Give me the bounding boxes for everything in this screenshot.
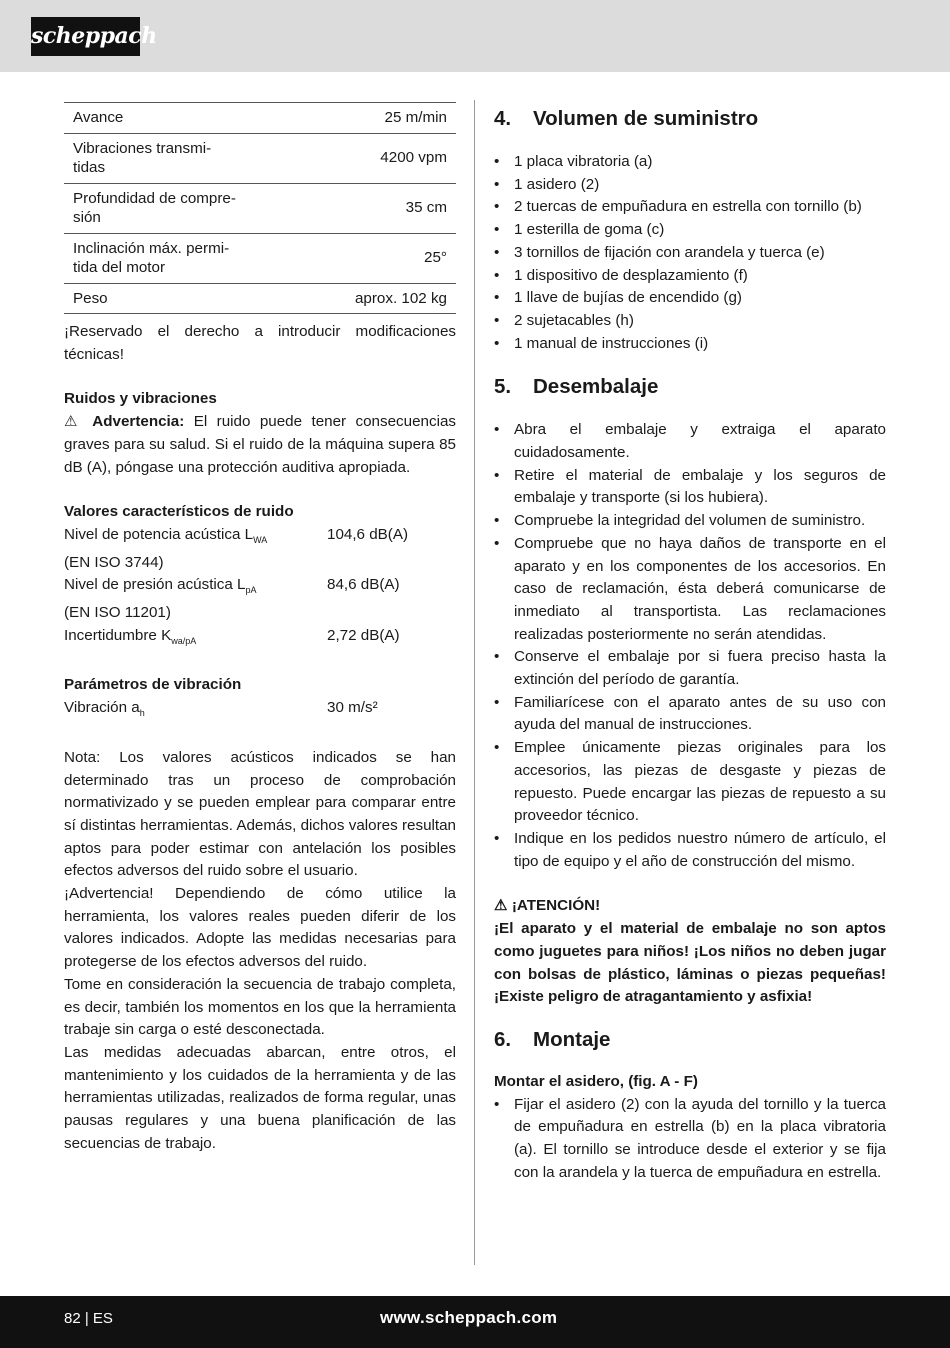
list-item: • Fijar el asidero (2) con la ayuda del tornillo y la tuerca de empuñadura en estrella (b) en la placa vibratoria (a). El tornillo se introduce desde el exterior y se fija con la arandela y la tuerca de empuñadura en estrella. bbox=[494, 1094, 886, 1185]
supply-list bbox=[494, 151, 886, 355]
scheppach-logo: scheppach bbox=[31, 17, 140, 56]
spec-value: 25 m/min bbox=[384, 109, 447, 126]
lpa-norm: (EN ISO 11201) bbox=[64, 604, 171, 622]
spec-row bbox=[64, 233, 456, 283]
k-row bbox=[64, 625, 456, 653]
spec-label: Profundidad de compre- sión bbox=[73, 189, 236, 226]
vibration-sub: h bbox=[139, 708, 145, 719]
spec-value: 25° bbox=[424, 249, 447, 267]
right-column bbox=[494, 104, 886, 1184]
list-item: • 1 manual de instrucciones (i) bbox=[494, 333, 886, 356]
spec-label: Peso bbox=[73, 289, 108, 307]
left-column bbox=[64, 102, 456, 1156]
list-item: • 1 esterilla de goma (c) bbox=[494, 219, 886, 242]
section-6-subtitle: Montar el asidero, (fig. A - F) bbox=[494, 1072, 698, 1090]
k-value: 2,72 dB(A) bbox=[327, 626, 400, 644]
lwa-norm: (EN ISO 3744) bbox=[64, 553, 164, 571]
spec-value: aprox. 102 kg bbox=[354, 289, 447, 307]
unpacking-list bbox=[494, 419, 886, 873]
spec-row bbox=[64, 133, 456, 183]
note-paragraph-4: Las medidas adecuadas abarcan, entre otros, el mantenimiento y los cuidados de la herramienta y de las herramientas utilizadas, realizados de forma regular, unas pausas regulares y una buena planificación de las secuencias de trabajo. bbox=[64, 1043, 456, 1152]
k-sub: wa/pA bbox=[171, 635, 197, 646]
list-item: • 1 asidero (2) bbox=[494, 174, 886, 197]
list-item: • 1 llave de bujías de encendido (g) bbox=[494, 287, 886, 310]
lpa-label: Nivel de presión acústica L bbox=[64, 576, 246, 594]
vibration-label: Vibración a bbox=[64, 699, 140, 717]
list-item: • 1 dispositivo de desplazamiento (f) bbox=[494, 265, 886, 288]
lwa-sub: WA bbox=[253, 534, 268, 545]
note-paragraph-1: Nota: Los valores acústicos indicados se han determinado tras un proceso de comprobación normativizado y se pueden emplear para comparar entre sí distintas herramientas. Además, dichos valores resultan aptos para poder estimar con antelación los posibles efectos adversos del ruido sobre el usuario. bbox=[64, 748, 456, 880]
list-item: • Retire el material de embalaje y los seguros de embalaje y transporte (si los hubiera). bbox=[494, 465, 886, 510]
k-label: Incertidumbre K bbox=[64, 626, 172, 644]
list-item: • Indique en los pedidos nuestro número de artículo, el tipo de equipo y el año de construcción del mismo. bbox=[494, 828, 886, 873]
list-item: • Emplee únicamente piezas originales para los accesorios, las piezas de desgaste y piezas de repuesto. Puede encargar las piezas de repuesto a su proveedor técnico. bbox=[494, 737, 886, 828]
spec-row bbox=[64, 283, 456, 314]
list-item: • Familiarícese con el aparato antes de su uso con ayuda del manual de instrucciones. bbox=[494, 692, 886, 737]
section-6-title: Montaje bbox=[533, 1027, 611, 1051]
page-header bbox=[0, 0, 950, 72]
section-5-heading bbox=[494, 372, 886, 402]
lpa-sub: pA bbox=[245, 585, 257, 596]
page-number: 82 | ES bbox=[64, 1310, 113, 1327]
section-4-number: 4. bbox=[494, 107, 512, 130]
list-item: • Abra el embalaje y extraiga el aparato cuidadosamente. bbox=[494, 419, 886, 464]
warning-text: El ruido puede tener consecuencias graves para su salud. Si el ruido de la máquina supera 85 dB (A), póngase una protección auditiva apropiada. bbox=[64, 413, 456, 476]
spec-table bbox=[64, 102, 456, 314]
lpa-row bbox=[64, 574, 456, 602]
attention-text: ¡El aparato y el material de embalaje no son aptos como juguetes para niños! ¡Los niños no deben jugar con bolsas de plástico, láminas o piezas pequeñas! ¡Existe peligro de atragantamiento y asfixia! bbox=[494, 920, 886, 1006]
spec-row bbox=[64, 103, 456, 134]
attention-title bbox=[494, 895, 886, 918]
list-item: • Compruebe la integridad del volumen de suministro. bbox=[494, 510, 886, 533]
spec-value: 4200 vpm bbox=[380, 149, 447, 167]
website-link[interactable]: www.scheppach.com bbox=[380, 1308, 558, 1327]
section-4-heading bbox=[494, 104, 886, 134]
list-item: • 2 tuercas de empuñadura en estrella con tornillo (b) bbox=[494, 196, 886, 219]
list-item: • Compruebe que no haya daños de transporte en el aparato y en los componentes de los accesorios. En caso de reclamación, ésta deberá comunicarse de inmediato al transportista. Las reclamaciones realizadas posteriormente no serán atendidas. bbox=[494, 533, 886, 647]
spec-label: Inclinación máx. permi- tida del motor bbox=[73, 239, 230, 276]
noise-title: Ruidos y vibraciones bbox=[64, 390, 217, 408]
page-number-value: 82 bbox=[64, 1310, 81, 1327]
vibration-row bbox=[64, 697, 456, 725]
note-paragraph-2: ¡Advertencia! Dependiendo de cómo utilice la herramienta, los valores reales pueden diferir de los valores indicados. Adopte las medidas necesarias para protegerse de los efectos adversos del ruido. bbox=[64, 885, 456, 971]
page-language: ES bbox=[92, 1310, 113, 1327]
section-6-number: 6. bbox=[494, 1027, 512, 1051]
section-5-title: Desembalaje bbox=[533, 375, 659, 399]
spec-value: 35 cm bbox=[405, 199, 447, 217]
lwa-label: Nivel de potencia acústica L bbox=[64, 525, 254, 543]
spec-label: Avance bbox=[73, 109, 124, 126]
lwa-row bbox=[64, 524, 456, 552]
list-item: • Conserve el embalaje por si fuera preciso hasta la extinción del período de garantía. bbox=[494, 646, 886, 691]
list-item: • 3 tornillos de fijación con arandela y tuerca (e) bbox=[494, 242, 886, 265]
section-6-heading bbox=[494, 1025, 886, 1055]
noise-warning bbox=[64, 411, 456, 479]
reserved-note: ¡Reservado el derecho a introducir modificaciones técnicas! bbox=[64, 323, 456, 363]
noise-values-title: Valores característicos de ruido bbox=[64, 503, 294, 521]
lwa-value: 104,6 dB(A) bbox=[327, 525, 409, 543]
list-item: • 2 sujetacables (h) bbox=[494, 310, 886, 333]
warning-icon: ⚠ bbox=[494, 897, 508, 915]
list-item: • 1 placa vibratoria (a) bbox=[494, 151, 886, 174]
page-footer bbox=[0, 1296, 950, 1348]
section-4-title: Volumen de suministro bbox=[533, 107, 759, 130]
warning-label: Advertencia: bbox=[92, 413, 185, 431]
attention-label: ¡ATENCIÓN! bbox=[511, 897, 601, 915]
spec-row bbox=[64, 183, 456, 233]
spec-label: Vibraciones transmi- tidas bbox=[73, 139, 212, 176]
section-5-number: 5. bbox=[494, 375, 512, 399]
vibration-value: 30 m/s² bbox=[327, 699, 378, 717]
note-paragraph-3: Tome en consideración la secuencia de trabajo completa, es decir, también los momentos en los que la herramienta trabaje sin carga o esté desconectada. bbox=[64, 975, 456, 1039]
vibration-title: Parámetros de vibración bbox=[64, 676, 242, 694]
column-divider bbox=[474, 100, 475, 1265]
assembly-list bbox=[494, 1094, 886, 1185]
warning-icon: ⚠ bbox=[64, 413, 83, 431]
lpa-value: 84,6 dB(A) bbox=[327, 576, 400, 594]
